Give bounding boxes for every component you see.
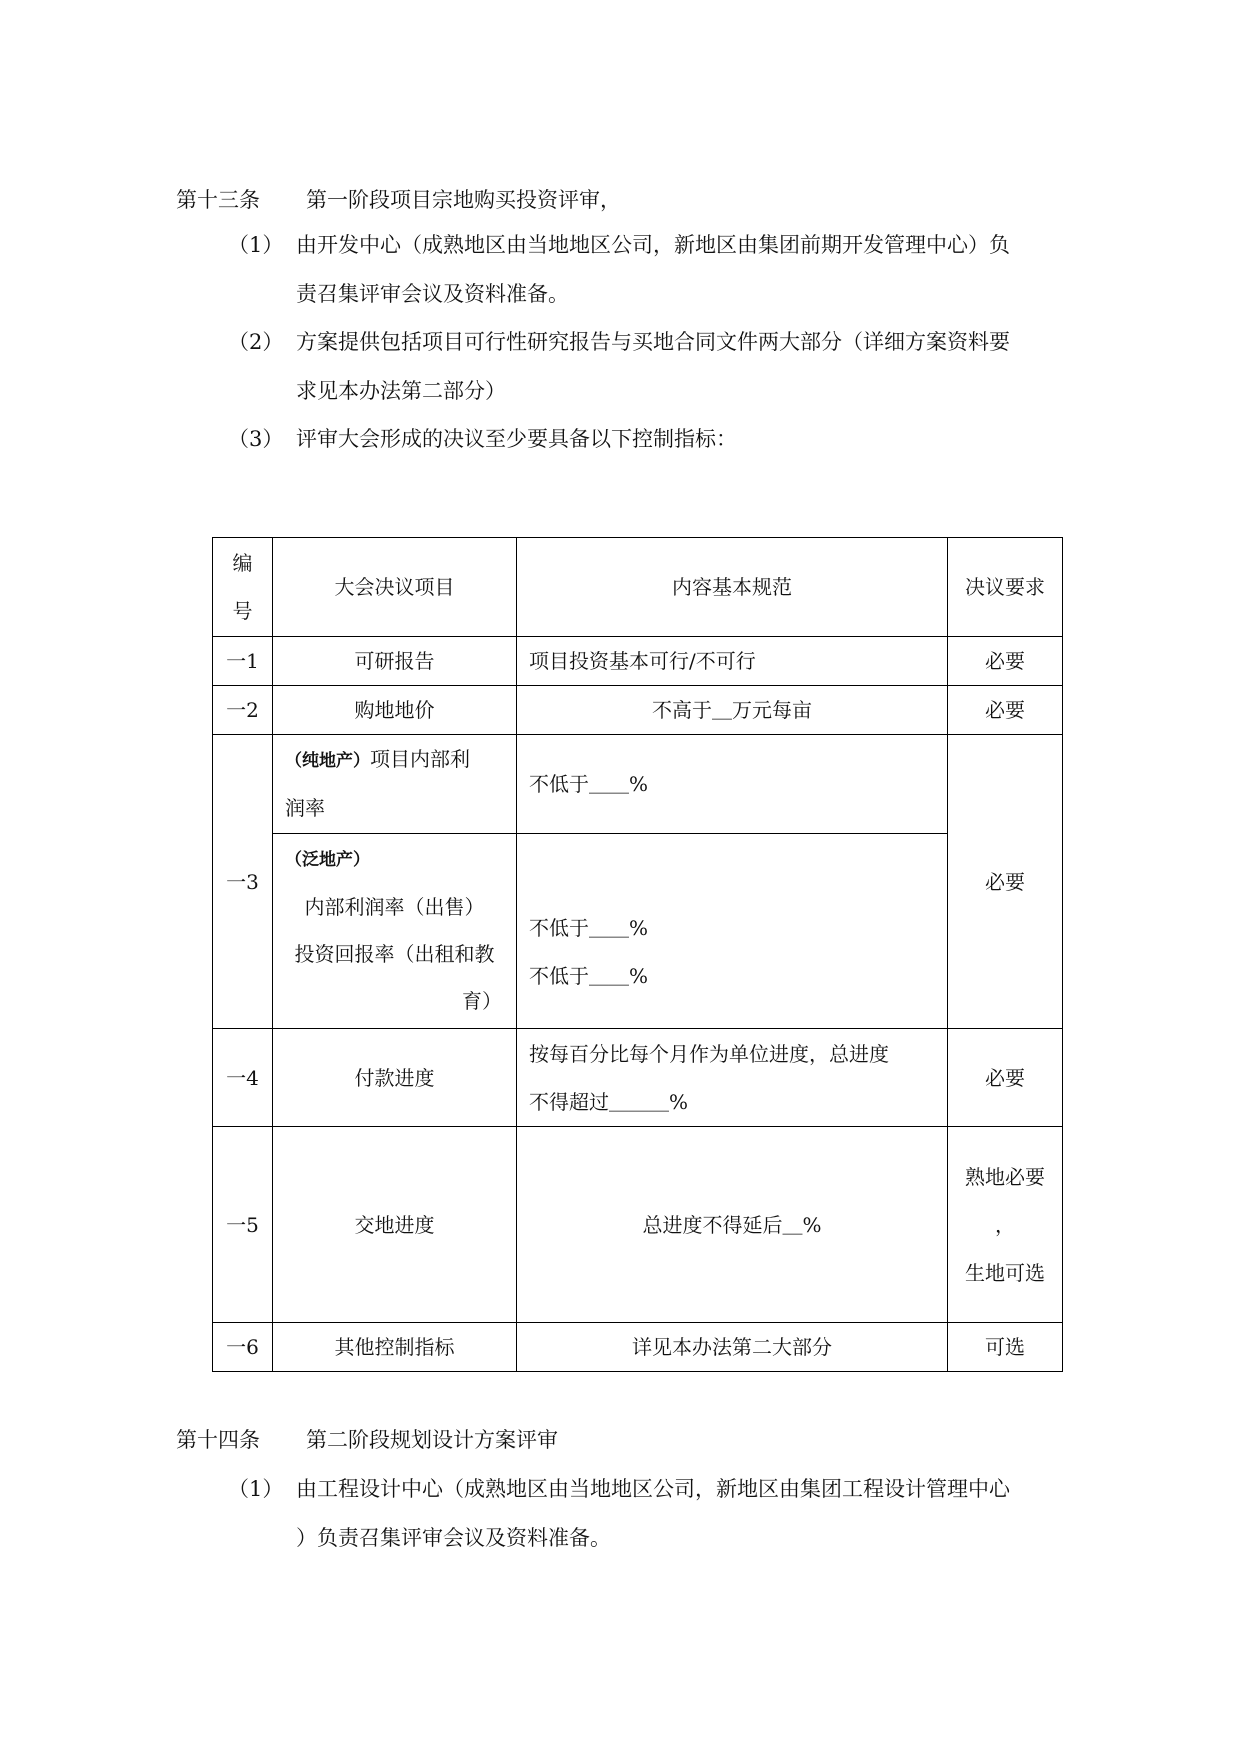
row-spec: 总进度不得延后＿% (517, 1127, 948, 1323)
item-number: （1） (228, 1477, 284, 1501)
table-row (213, 834, 1063, 1029)
item-text: 评审大会形成的决议至少要具备以下控制指标： (296, 427, 737, 451)
row-number: 一6 (213, 1323, 273, 1372)
item-text: ）负责召集评审会议及资料准备。 (296, 1526, 611, 1550)
table-row (213, 1029, 1063, 1127)
row-item: 购地地价 (273, 686, 517, 735)
row-spec: 详见本办法第二大部分 (517, 1323, 948, 1372)
item-text: 由工程设计中心（成熟地区由当地地区公司，新地区由集团工程设计管理中心 (296, 1477, 1010, 1501)
item-number: （1） (228, 233, 284, 257)
row-number: 一4 (213, 1029, 273, 1127)
row-spec: 不高于＿万元每亩 (517, 686, 948, 735)
row-item-general-real-estate: （泛地产） 内部利润率（出售） 投资回报率（出租和教 育） (273, 834, 517, 1029)
item-text: 求见本办法第二部分） (296, 379, 506, 403)
row-spec: 不低于＿＿% 不低于＿＿% (517, 834, 948, 1029)
table-row (213, 686, 1063, 735)
header-item: 大会决议项目 (273, 538, 517, 637)
row-requirement: 可选 (948, 1323, 1063, 1372)
table-row (213, 1127, 1063, 1323)
row-requirement: 熟地必要 ， 生地可选 (948, 1127, 1063, 1323)
row-number: 一3 (213, 735, 273, 1029)
row-number: 一5 (213, 1127, 273, 1323)
item-text: 由开发中心（成熟地区由当地地区公司，新地区由集团前期开发管理中心）负 (296, 233, 1010, 257)
row-requirement: 必要 (948, 735, 1063, 1029)
article-14-title: 第二阶段规划设计方案评审 (306, 1428, 558, 1452)
row-requirement: 必要 (948, 686, 1063, 735)
row-item: 可研报告 (273, 637, 517, 686)
header-spec: 内容基本规范 (517, 538, 948, 637)
row-number: 一2 (213, 686, 273, 735)
table-header-row (213, 538, 1063, 637)
item-text: 方案提供包括项目可行性研究报告与买地合同文件两大部分（详细方案资料要 (296, 330, 1010, 354)
row-number: 一1 (213, 637, 273, 686)
article-13-title: 第一阶段项目宗地购买投资评审， (306, 188, 621, 212)
item-number: （2） (228, 330, 284, 354)
row-requirement: 必要 (948, 1029, 1063, 1127)
table-row (213, 1323, 1063, 1372)
row-item-pure-real-estate: （纯地产）项目内部利 润率 (273, 735, 517, 834)
table-row (213, 637, 1063, 686)
row-requirement: 必要 (948, 637, 1063, 686)
article-14-number: 第十四条 (176, 1428, 260, 1452)
item-number: （3） (228, 427, 284, 451)
item-text: 责召集评审会议及资料准备。 (296, 282, 569, 306)
header-number: 编 号 (213, 538, 273, 637)
article-13-number: 第十三条 (176, 188, 260, 212)
row-item: 付款进度 (273, 1029, 517, 1127)
control-indicators-table (212, 537, 1063, 1372)
row-item: 其他控制指标 (273, 1323, 517, 1372)
row-spec: 不低于＿＿% (517, 735, 948, 834)
table-row (213, 735, 1063, 834)
row-spec: 按每百分比每个月作为单位进度，总进度 不得超过＿＿＿% (517, 1029, 948, 1127)
header-requirement: 决议要求 (948, 538, 1063, 637)
row-item: 交地进度 (273, 1127, 517, 1323)
row-spec: 项目投资基本可行/不可行 (517, 637, 948, 686)
